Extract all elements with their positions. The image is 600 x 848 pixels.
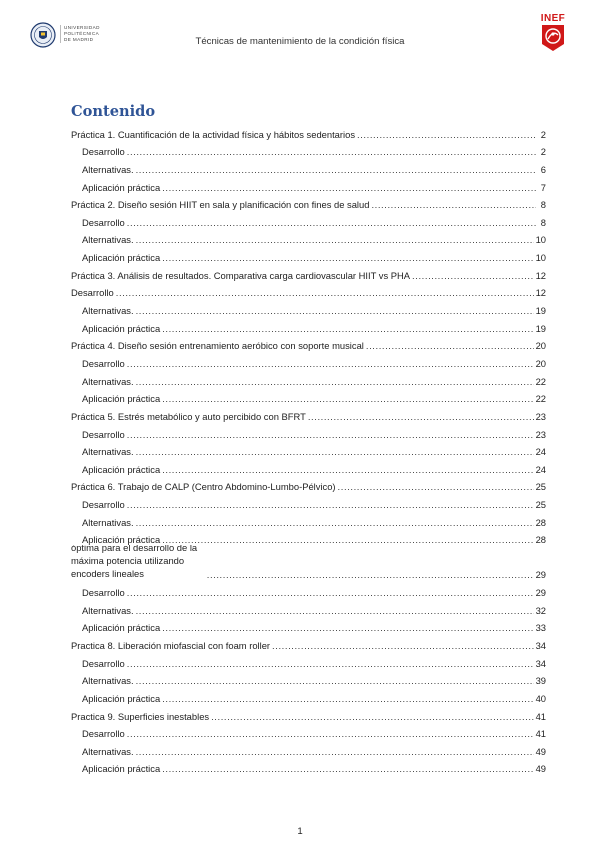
toc-entry-alternativas[interactable]: Alternativas. ..... 39 (71, 669, 546, 687)
toc-entry-desarrollo[interactable]: Desarrollo ..... 2 (71, 140, 546, 158)
toc-entry-alternativas[interactable]: Alternativas. ..... 28 (71, 510, 546, 528)
toc-entry-practica-8[interactable]: Practica 8. Liberación miofascial con foam roller ..... 34 (71, 633, 546, 651)
toc-entry-aplicacion-practica[interactable]: Aplicación práctica ..... 40 (71, 686, 546, 704)
document-title: Técnicas de mantenimiento de la condición física (195, 36, 405, 47)
toc-entry-desarrollo[interactable]: Desarrollo ..... 12 (71, 281, 546, 299)
toc-entry-practica-6[interactable]: Práctica 6. Trabajo de CALP (Centro Abdomino-Lumbo-Pélvico) ..... 25 (71, 475, 546, 493)
page-header (0, 0, 600, 62)
toc-entry-desarrollo[interactable]: Desarrollo ..... 34 (71, 651, 546, 669)
toc-heading: Contenido (71, 103, 156, 120)
toc-dot-leader (207, 569, 534, 580)
toc-entry-desarrollo[interactable]: Desarrollo ..... 20 (71, 351, 546, 369)
toc-page-number: 29 (535, 569, 546, 581)
toc-entry-desarrollo[interactable]: Desarrollo ..... 25 (71, 492, 546, 510)
toc-entry-alternativas[interactable]: Alternativas. ..... 24 (71, 440, 546, 458)
university-name: UNIVERSIDAD POLITÉCNICA DE MADRID (60, 25, 100, 43)
toc-entry-alternativas[interactable]: Alternativas. ..... 49 (71, 739, 546, 757)
toc-entry-practica-9[interactable]: Practica 9. Superficies inestables ..... 41 (71, 704, 546, 722)
toc-entry-aplicacion-practica[interactable]: Aplicación práctica ..... 28 (71, 528, 546, 546)
toc-entry-practica-1[interactable]: Práctica 1. Cuantificación de la actividad física y hábitos sedentarios ..... 2 (71, 122, 546, 140)
toc-entry-practica-5[interactable]: Práctica 5. Estrés metabólico y auto percibido con BFRT ..... 23 (71, 404, 546, 422)
toc-entry-practica-3[interactable]: Práctica 3. Análisis de resultados. Comparativa carga cardiovascular HIIT vs PHA ..... 12 (71, 263, 546, 281)
toc-entry-practica-4[interactable]: Práctica 4. Diseño sesión entrenamiento aeróbico con soporte musical ..... 20 (71, 334, 546, 352)
toc-entry-aplicacion-practica[interactable]: Aplicación práctica ..... 10 (71, 245, 546, 263)
inef-emblem-icon (540, 24, 566, 52)
toc-entry-alternativas[interactable]: Alternativas. ..... 6 (71, 157, 546, 175)
toc-entry-alternativas[interactable]: Alternativas. ..... 22 (71, 369, 546, 387)
toc-entry-desarrollo[interactable]: Desarrollo ..... 23 (71, 422, 546, 440)
toc-entry-aplicacion-practica[interactable]: Aplicación práctica ..... 24 (71, 457, 546, 475)
toc-entry-aplicacion-practica[interactable]: Aplicación práctica ..... 22 (71, 387, 546, 405)
toc-entry-aplicacion-practica[interactable]: Aplicación práctica ..... 33 (71, 616, 546, 634)
toc-entry-aplicacion-practica[interactable]: Aplicación práctica ..... 19 (71, 316, 546, 334)
toc-entry-alternativas[interactable]: Alternativas. ..... 10 (71, 228, 546, 246)
page-number: 1 (297, 826, 303, 837)
inef-logo-text: INEF (540, 13, 566, 24)
inef-logo (535, 13, 571, 53)
toc-entry-desarrollo[interactable]: Desarrollo ..... 8 (71, 210, 546, 228)
toc-entry-aplicacion-practica[interactable]: Aplicación práctica ..... 7 (71, 175, 546, 193)
toc-entry-desarrollo[interactable]: Desarrollo ..... 41 (71, 722, 546, 740)
table-of-contents (71, 122, 546, 774)
toc-entry-desarrollo[interactable]: Desarrollo ..... 29 (71, 580, 546, 598)
toc-entry-aplicacion-practica[interactable]: Aplicación práctica ..... 49 (71, 757, 546, 775)
toc-entry-alternativas[interactable]: Alternativas. ..... 19 (71, 298, 546, 316)
toc-entry-alternativas[interactable]: Alternativas. ..... 32 (71, 598, 546, 616)
toc-entry-practica-2[interactable]: Práctica 2. Diseño sesión HIIT en sala y planificación con fines de salud ..... 8 (71, 193, 546, 211)
toc-entry-practica-7[interactable]: óptima para el desarrollo de la máxima potencia utilizando encoders lineales ..... 29 (71, 545, 546, 580)
